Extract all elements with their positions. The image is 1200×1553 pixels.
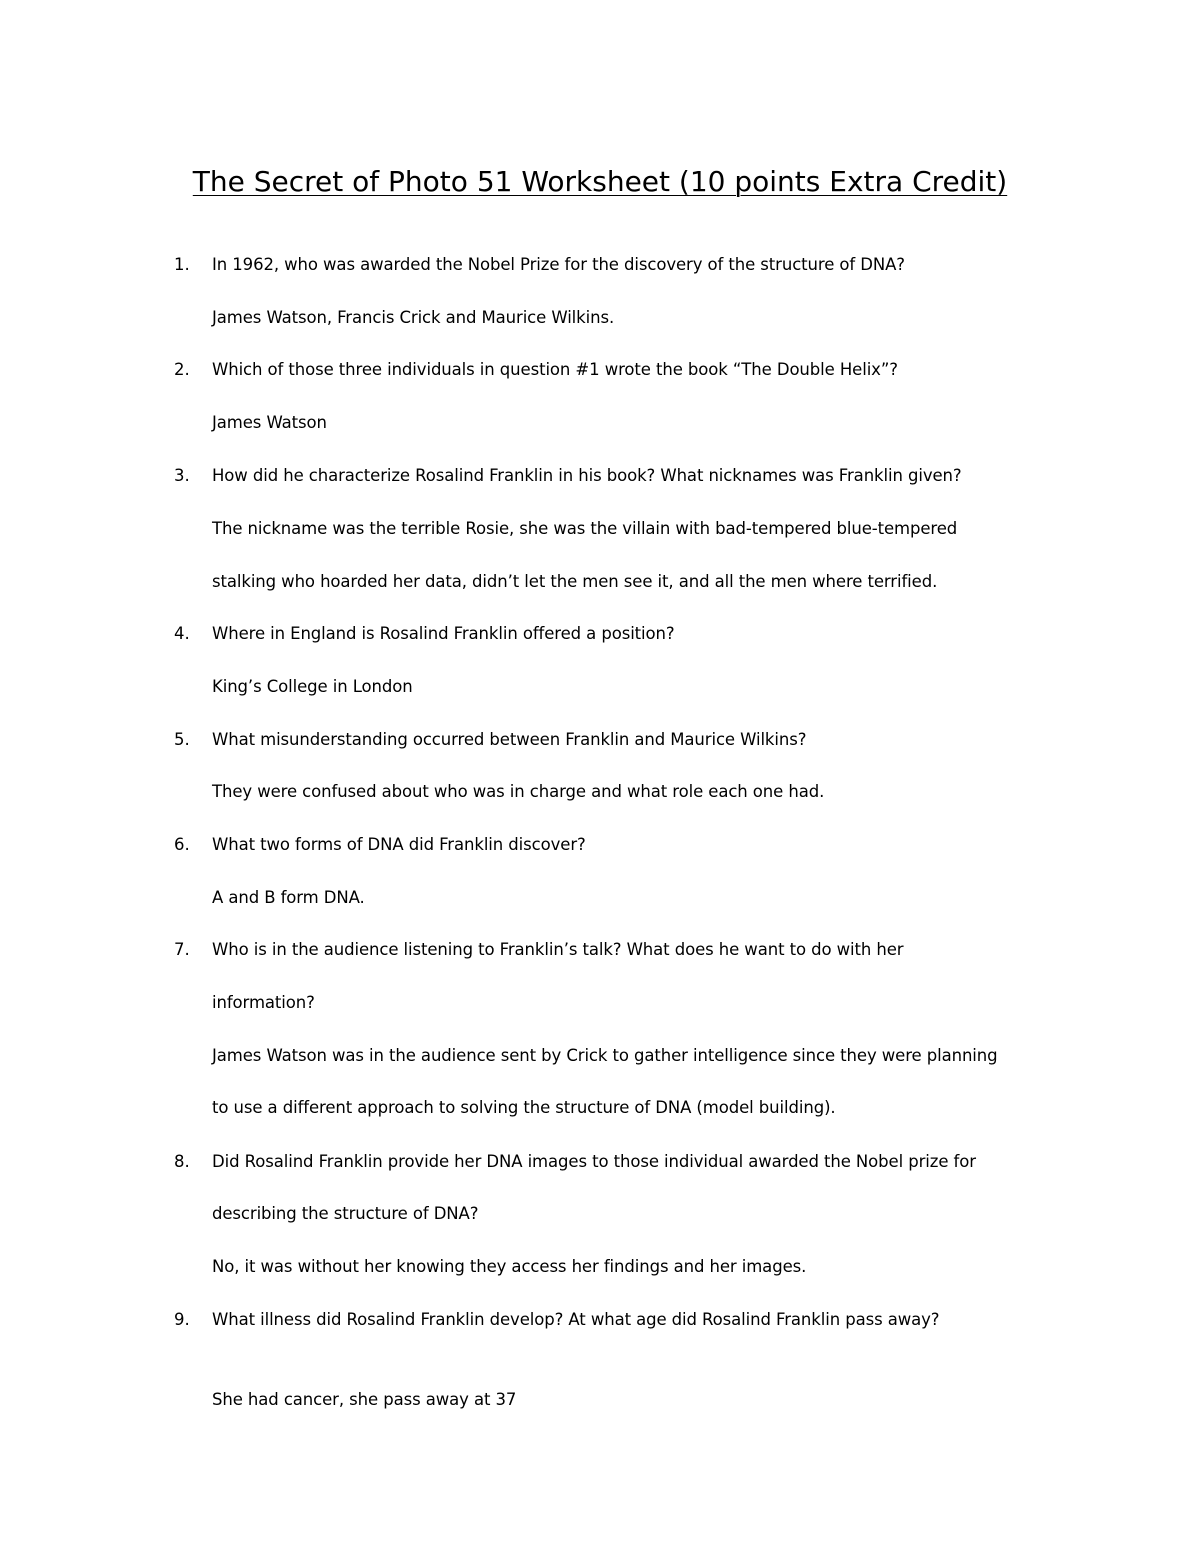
question-number: 4. (174, 624, 190, 643)
answer-text: She had cancer, she pass away at 37 (212, 1390, 517, 1409)
question-number: 3. (174, 466, 190, 485)
answer-text: A and B form DNA. (212, 888, 365, 907)
question-number: 9. (174, 1310, 190, 1329)
answer-text: No, it was without her knowing they access her findings and her images. (212, 1257, 807, 1276)
question-text: information? (212, 993, 315, 1012)
question-number: 7. (174, 940, 190, 959)
question-text: In 1962, who was awarded the Nobel Prize for the discovery of the structure of DNA? (212, 255, 905, 274)
question-text: What two forms of DNA did Franklin discover? (212, 835, 586, 854)
question-number: 5. (174, 730, 190, 749)
question-text: Who is in the audience listening to Franklin’s talk? What does he want to do with her (212, 940, 904, 959)
answer-text: James Watson (212, 413, 327, 432)
answer-text: James Watson, Francis Crick and Maurice Wilkins. (212, 308, 615, 327)
question-text: Which of those three individuals in question #1 wrote the book “The Double Helix”? (212, 360, 898, 379)
question-text: What misunderstanding occurred between Franklin and Maurice Wilkins? (212, 730, 807, 749)
question-number: 6. (174, 835, 190, 854)
answer-text: James Watson was in the audience sent by Crick to gather intelligence since they were planning (212, 1046, 998, 1065)
page-title: The Secret of Photo 51 Worksheet (10 points Extra Credit) (192, 165, 1008, 198)
question-text: Where in England is Rosalind Franklin offered a position? (212, 624, 675, 643)
answer-text: stalking who hoarded her data, didn’t let the men see it, and all the men where terrified. (212, 572, 938, 591)
question-text: describing the structure of DNA? (212, 1204, 479, 1223)
answer-text: The nickname was the terrible Rosie, she was the villain with bad-tempered blue-tempered (212, 519, 958, 538)
question-text: What illness did Rosalind Franklin develop? At what age did Rosalind Franklin pass away? (212, 1310, 940, 1329)
question-text: Did Rosalind Franklin provide her DNA images to those individual awarded the Nobel prize for (212, 1152, 976, 1171)
question-number: 2. (174, 360, 190, 379)
answer-text: to use a different approach to solving the structure of DNA (model building). (212, 1098, 836, 1117)
question-number: 1. (174, 255, 190, 274)
answer-text: King’s College in London (212, 677, 413, 696)
question-number: 8. (174, 1152, 190, 1171)
answer-text: They were confused about who was in charge and what role each one had. (212, 782, 825, 801)
question-text: How did he characterize Rosalind Franklin in his book? What nicknames was Franklin given? (212, 466, 962, 485)
